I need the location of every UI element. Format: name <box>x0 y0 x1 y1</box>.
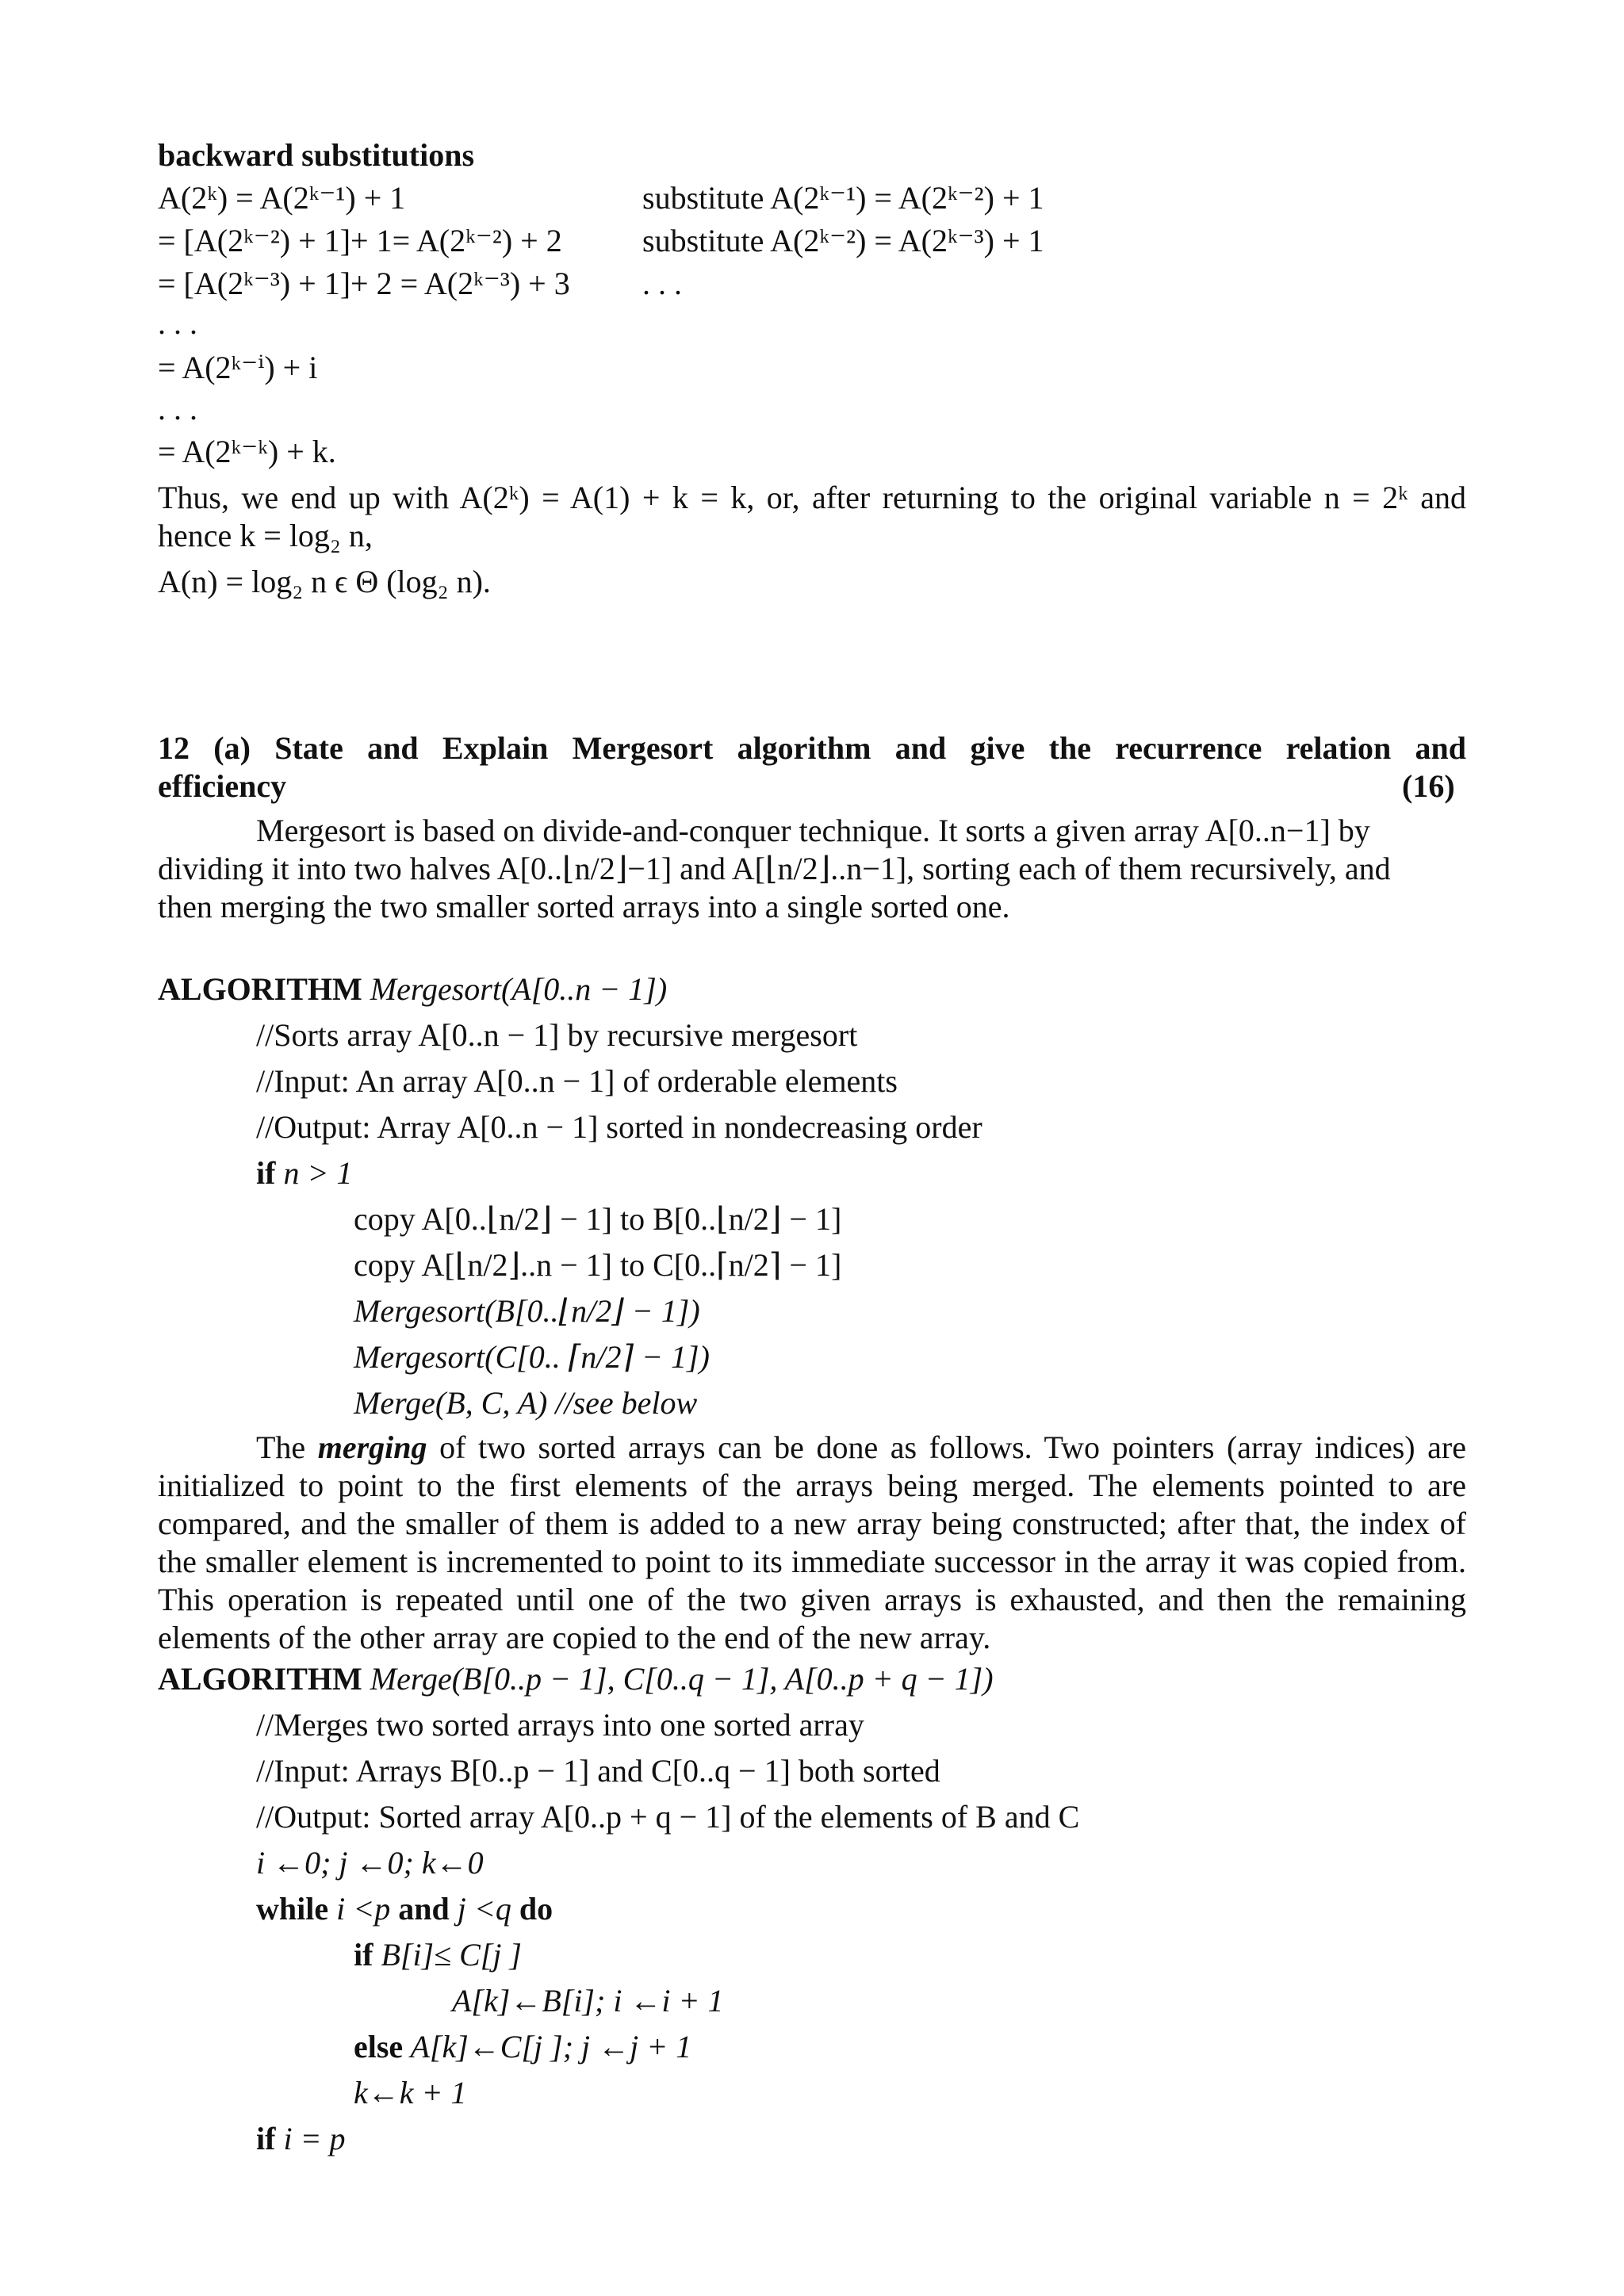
mergesort-comment-3: //Output: Array A[0..n − 1] sorted in nondecreasing order <box>256 1109 982 1145</box>
mergesort-if <box>256 1154 352 1192</box>
equation-line-i: = A(2ᵏ⁻ⁱ) + i <box>158 350 318 385</box>
merge-comment-3: //Output: Sorted array A[0..p + q − 1] of the elements of B and C <box>256 1799 1080 1835</box>
final-if-condition: i = p <box>275 2121 346 2156</box>
merge-if-keyword: if <box>354 1937 373 1973</box>
question-heading: 12 (a) State and Explain Mergesort algorithm and give the recurrence relation and <box>158 730 1466 766</box>
equation-line-2: = [A(2ᵏ⁻²) + 1]+ 1= A(2ᵏ⁻²) + 2 <box>158 223 562 258</box>
merging-keyword: merging <box>317 1429 427 1465</box>
mergesort-comment-2: //Input: An array A[0..n − 1] of orderable elements <box>256 1063 898 1099</box>
merge-if-condition: B[i]≤ C[j ] <box>373 1937 522 1973</box>
intro-line-1: Mergesort is based on divide-and-conquer technique. It sorts a given array A[0..n−1] by <box>256 813 1370 848</box>
final-if-keyword: if <box>256 2121 276 2156</box>
merging-start: The <box>256 1429 318 1465</box>
conclusion-line-3: A(n) = log₂ n ϵ Θ (log₂ n). <box>158 564 491 599</box>
algorithm-keyword: ALGORITHM <box>158 971 362 1007</box>
substitute-note-2: substitute A(2ᵏ⁻²) = A(2ᵏ⁻³) + 1 <box>642 223 1044 258</box>
mergesort-comment-1: //Sorts array A[0..n − 1] by recursive mergesort <box>256 1017 858 1053</box>
mergesort-call-c: Mergesort(C[0.. ⌈n/2⌉ − 1]) <box>354 1339 710 1375</box>
intro-line-2: dividing it into two halves A[0..⌊n/2⌋−1] and A[⌊n/2⌋..n−1], sorting each of them recursively, and <box>158 851 1391 886</box>
merge-assign-b: A[k]←B[i]; i ←i + 1 <box>452 1983 724 2019</box>
merge-algorithm-keyword: ALGORITHM <box>158 1661 362 1697</box>
merging-rest: of two sorted arrays can be done as follows. Two pointers (array indices) are initialized to point to the first elements of the arrays being merged. The elements pointed to are compared, and the smaller of them is added to a new array being constructed; after that, the index of the smaller element is incremented to point to its immediate successor in the array it was copied from. This operation is repeated until one of the two given arrays is exhausted, and then the remaining elements of the other array are copied to the end of the new array. <box>158 1429 1467 1655</box>
else-keyword: else <box>354 2029 404 2064</box>
merge-comment-1: //Merges two sorted arrays into one sorted array <box>256 1707 864 1743</box>
merge-call: Merge(B, C, A) //see below <box>354 1385 698 1421</box>
mergesort-header <box>158 970 667 1008</box>
substitute-note-1: substitute A(2ᵏ⁻¹) = A(2ᵏ⁻²) + 1 <box>642 180 1044 216</box>
mergesort-call-b: Mergesort(B[0..⌊n/2⌋ − 1]) <box>354 1293 700 1329</box>
merge-init: i ←0; j ←0; k←0 <box>256 1845 484 1881</box>
question-efficiency: efficiency <box>158 768 287 804</box>
conclusion-line-1: Thus, we end up with A(2ᵏ) = A(1) + k = k, or, after returning to the original variable n = 2ᵏ and <box>158 480 1466 515</box>
merge-increment-k: k←k + 1 <box>354 2075 467 2110</box>
merge-else <box>354 2028 691 2066</box>
if-keyword: if <box>256 1155 276 1191</box>
else-body: A[k]←C[j ]; j ←j + 1 <box>403 2029 692 2064</box>
intro-line-3: then merging the two smaller sorted arrays into a single sorted one. <box>158 889 1010 924</box>
equation-line-k: = A(2ᵏ⁻ᵏ) + k. <box>158 434 336 469</box>
equation-line-1: A(2ᵏ) = A(2ᵏ⁻¹) + 1 <box>158 180 406 216</box>
conclusion-line-2: hence k = log₂ n, <box>158 518 373 553</box>
if-condition: n > 1 <box>275 1155 353 1191</box>
merge-comment-2: //Input: Arrays B[0..p − 1] and C[0..q − 1] both sorted <box>256 1753 940 1789</box>
backward-heading: backward substitutions <box>158 137 475 173</box>
while-keyword: while <box>256 1891 329 1927</box>
do-keyword: do <box>519 1891 553 1927</box>
merge-signature: Merge(B[0..p − 1], C[0..q − 1], A[0..p + q − 1]) <box>362 1661 994 1697</box>
merge-if <box>354 1936 522 1974</box>
mergesort-signature: Mergesort(A[0..n − 1]) <box>362 971 668 1007</box>
equation-line-3: = [A(2ᵏ⁻³) + 1]+ 2 = A(2ᵏ⁻³) + 3 <box>158 266 570 301</box>
merge-while <box>256 1890 553 1928</box>
ellipsis-2: . . . <box>158 391 197 427</box>
while-cond-2: j <q <box>449 1891 519 1927</box>
merge-final-if <box>256 2120 346 2158</box>
while-cond-1: i <p <box>328 1891 399 1927</box>
mergesort-copy-c: copy A[⌊n/2⌋..n − 1] to C[0..⌈n/2⌉ − 1] <box>354 1247 842 1283</box>
and-keyword: and <box>398 1891 450 1927</box>
question-marks: (16) <box>1402 768 1455 804</box>
mergesort-copy-b: copy A[0..⌊n/2⌋ − 1] to B[0..⌊n/2⌋ − 1] <box>354 1201 842 1237</box>
merging-paragraph <box>158 1429 1466 1657</box>
ellipsis-1: . . . <box>158 305 197 341</box>
substitute-note-3: . . . <box>642 266 682 301</box>
merge-header <box>158 1660 994 1698</box>
